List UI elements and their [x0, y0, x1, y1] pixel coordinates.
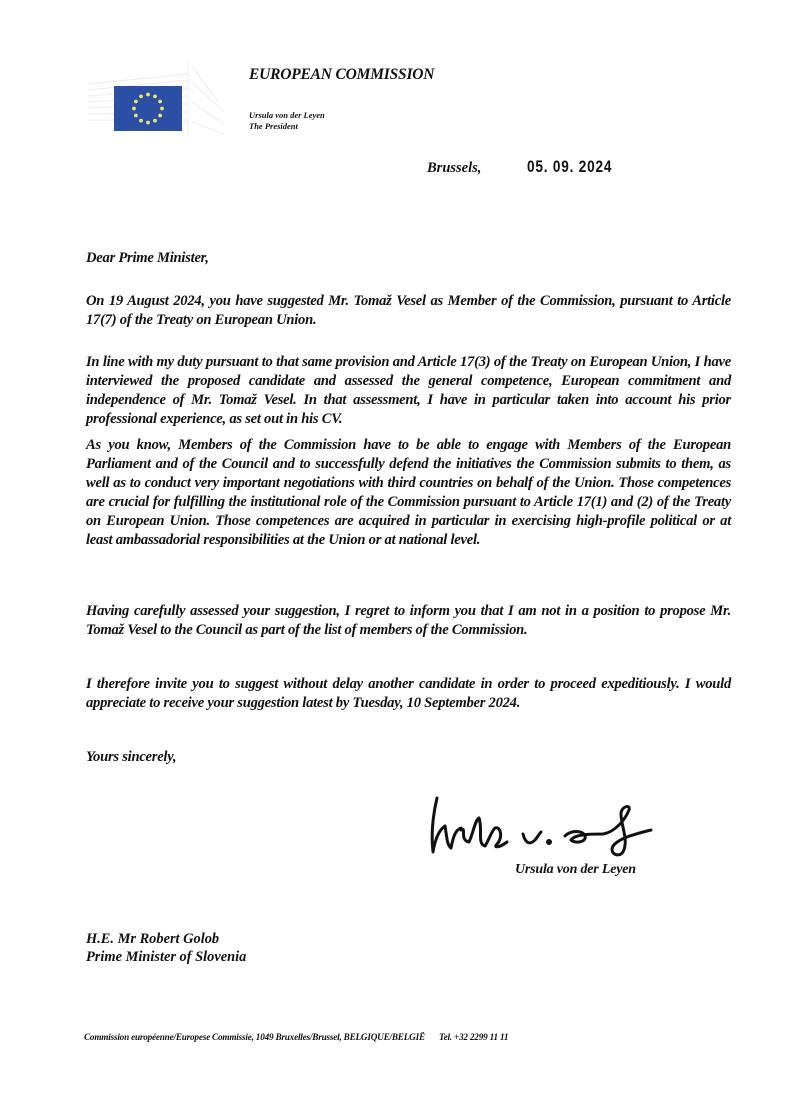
paragraph-5: I therefore invite you to suggest without delay another candidate in order to proceed expeditiously. I would appreciate to receive your suggestion latest by Tuesday, 10 September 2024.	[86, 676, 731, 711]
dateline-date-stamp: 05. 09. 2024	[527, 157, 613, 176]
flag-star-icon	[132, 107, 136, 111]
signatory-name: Ursula von der Leyen	[515, 862, 636, 877]
flag-star-icon	[158, 114, 162, 118]
paragraph-3: As you know, Members of the Commission have to be able to engage with Members of the European Parliament and of the Council and to successfully defend the initiatives the Commission submits to them, as well as to conduct very important negotiations with third countries on behalf of the Union. Those competences are crucial for fulfilling the institutional role of the Commission pursuant to Article 17(1) and (2) of the Treaty on European Union. Those competences are acquired in particular in exercising high-profile political or at least ambassadorial responsibilities at the Union or at national level.	[86, 437, 731, 548]
author-name: Ursula von der Leyen	[249, 110, 325, 120]
footer	[84, 1032, 508, 1042]
closing: Yours sincerely,	[86, 749, 177, 765]
flag-star-icon	[160, 107, 164, 111]
flag-star-icon	[153, 94, 157, 98]
recipient-title: Prime Minister of Slovenia	[86, 949, 247, 965]
paragraph-1: On 19 August 2024, you have suggested Mr. Tomaž Vesel as Member of the Commission, pursuant to Article 17(7) of the Treaty on European Union.	[86, 293, 731, 328]
flag-star-icon	[158, 100, 162, 104]
salutation: Dear Prime Minister,	[86, 250, 209, 266]
organization-name: EUROPEAN COMMISSION	[249, 66, 435, 83]
letterhead-author	[249, 110, 325, 132]
flag-star-icon	[153, 119, 157, 123]
flag-star-icon	[146, 93, 150, 97]
flag-star-icon	[134, 114, 138, 118]
handwritten-signature	[425, 790, 675, 860]
flag-star-icon	[146, 121, 150, 125]
recipient-block	[86, 930, 246, 966]
flag-star-icon	[134, 100, 138, 104]
paragraph-2: In line with my duty pursuant to that same provision and Article 17(3) of the Treaty on European Union, I have interviewed the proposed candidate and assessed the general competence, European commitment and independence of Mr. Tomaž Vesel. In that assessment, I have in particular taken into account his prior professional experience, as set out in his CV.	[86, 354, 731, 427]
eu-flag-icon	[88, 62, 228, 140]
flag-star-icon	[139, 94, 143, 98]
eu-commission-logo	[88, 62, 228, 140]
dateline-place: Brussels,	[427, 160, 482, 176]
author-title: The President	[249, 121, 298, 131]
recipient-name: H.E. Mr Robert Golob	[86, 931, 220, 947]
signature-icon	[425, 790, 675, 860]
footer-address: Commission européenne/Europese Commissie, 1049 Bruxelles/Brussel, BELGIQUE/BELGIË	[84, 1032, 425, 1042]
paragraph-4: Having carefully assessed your suggestion, I regret to inform you that I am not in a position to propose Mr. Tomaž Vesel to the Council as part of the list of members of the Commission.	[86, 603, 731, 638]
flag-star-icon	[139, 119, 143, 123]
footer-telephone: Tel. +32 2299 11 11	[439, 1032, 509, 1042]
